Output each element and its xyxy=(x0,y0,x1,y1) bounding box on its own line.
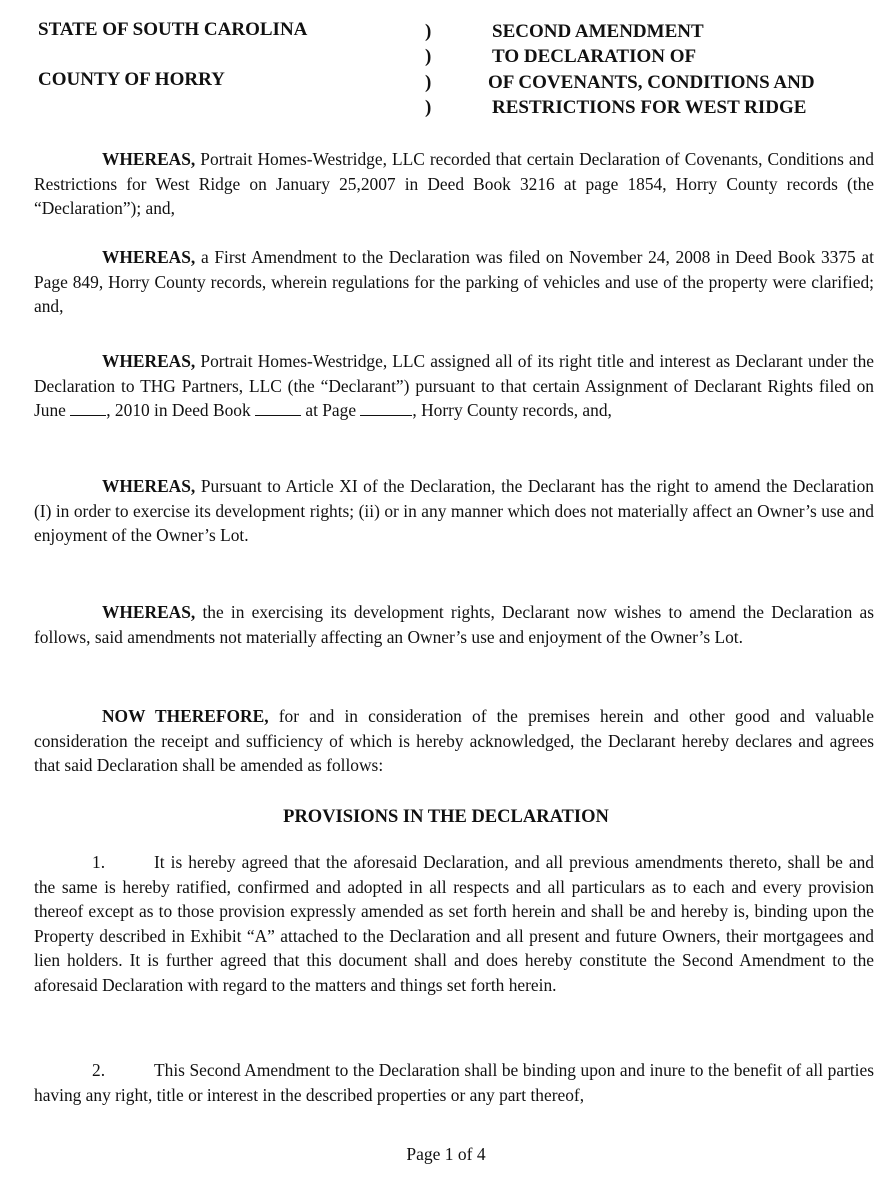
recital-paragraph xyxy=(34,147,874,221)
recital-lead: WHEREAS, xyxy=(102,602,196,622)
recital-text: the in exercising its development rights, Declarant now wishes to amend the Declaration as follows, said amendments not materially affecting an Owner’s use and enjoyment of the Owner’s Lot. xyxy=(34,602,874,647)
blank-day xyxy=(70,401,106,416)
now-therefore-lead: NOW THEREFORE, xyxy=(102,706,269,726)
document-title-line: TO DECLARATION OF xyxy=(492,46,697,67)
recital-lead: WHEREAS, xyxy=(102,247,196,267)
blank-page xyxy=(360,401,412,416)
caption-paren: ) xyxy=(425,21,432,42)
recital-lead: WHEREAS, xyxy=(102,351,196,371)
state-caption: STATE OF SOUTH CAROLINA xyxy=(38,19,308,40)
recital-paragraph xyxy=(34,349,874,423)
recital-text: , Horry County records, and, xyxy=(412,400,612,420)
caption-paren: ) xyxy=(425,46,432,67)
now-therefore-paragraph xyxy=(34,704,874,778)
recital-paragraph xyxy=(34,245,874,319)
provision-item xyxy=(34,1058,874,1107)
recital-lead: WHEREAS, xyxy=(102,476,196,496)
county-caption: COUNTY OF HORRY xyxy=(38,69,225,90)
recital-paragraph xyxy=(34,474,874,548)
provision-number: 1. xyxy=(92,852,106,872)
provision-item xyxy=(34,850,874,997)
recital-lead: WHEREAS, xyxy=(102,149,196,169)
recital-text: , 2010 in Deed Book xyxy=(106,400,256,420)
recital-text: Pursuant to Article XI of the Declaration, the Declarant has the right to amend the Declaration (I) in order to exercise its development rights; (ii) or in any manner which does not materially affect an Owner’s use and enjoyment of the Owner’s Lot. xyxy=(34,476,874,545)
recital-text: Portrait Homes-Westridge, LLC assigned all of its right title and interest as Declarant under the Declaration to THG Partners, LLC (the “Declarant”) pursuant to that certain Assignment of Declarant Rights filed on June xyxy=(34,351,874,420)
provision-number: 2. xyxy=(92,1060,106,1080)
recital-text: Portrait Homes-Westridge, LLC recorded that certain Declaration of Covenants, Conditions and Restrictions for West Ridge on January 25,2007 in Deed Book 3216 at page 1854, Horry County records (the “Declaration”); and, xyxy=(34,149,874,218)
document-title-line: SECOND AMENDMENT xyxy=(492,21,704,42)
page-number: Page 1 of 4 xyxy=(406,1144,486,1164)
recital-text: at Page xyxy=(301,400,361,420)
document-title-line: OF COVENANTS, CONDITIONS AND xyxy=(488,72,815,93)
caption-paren: ) xyxy=(425,97,432,118)
recital-paragraph xyxy=(34,600,874,649)
now-therefore-text: for and in consideration of the premises herein and other good and valuable consideration the receipt and sufficiency of which is hereby acknowledged, the Declarant hereby declares and agrees that said Declaration shall be amended as follows: xyxy=(34,706,874,775)
section-heading: PROVISIONS IN THE DECLARATION xyxy=(283,807,609,827)
provision-text: It is hereby agreed that the aforesaid Declaration, and all previous amendments thereto, shall be and the same is hereby ratified, confirmed and adopted in all respects and all particulars as to each and every provision thereof except as to those provision expressly amended as set forth herein and shall be and hereby is, binding upon the Property described in Exhibit “A” attached to the Declaration and all present and future Owners, their mortgagees and lien holders. It is further agreed that this document shall and does hereby constitute the Second Amendment to the aforesaid Declaration with regard to the matters and things set forth herein. xyxy=(34,852,874,995)
blank-deed-book xyxy=(255,401,301,416)
recital-text: a First Amendment to the Declaration was filed on November 24, 2008 in Deed Book 3375 at Page 849, Horry County records, wherein regulations for the parking of vehicles and use of the property were clarified; and, xyxy=(34,247,874,316)
document-title-line: RESTRICTIONS FOR WEST RIDGE xyxy=(492,97,807,118)
caption-paren: ) xyxy=(425,72,432,93)
provision-text: This Second Amendment to the Declaration shall be binding upon and inure to the benefit of all parties having any right, title or interest in the described properties or any part thereof, xyxy=(34,1060,874,1105)
